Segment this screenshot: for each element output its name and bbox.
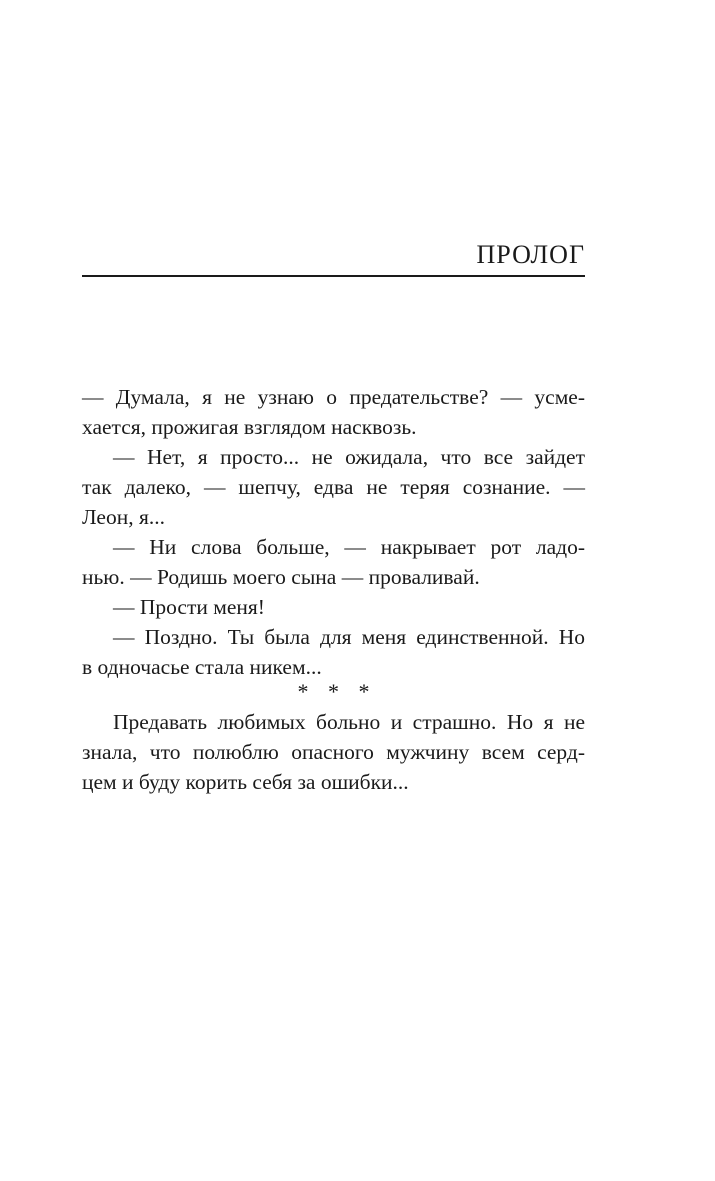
text-line: — Нет, я просто... не ожидала, что все зайдет [113,445,585,469]
text-line: так далеко, — шепчу, едва не теряя сознание. — [82,475,585,499]
chapter-title: ПРОЛОГ [476,240,585,269]
text-line: — Думала, я не узнаю о предательстве? — усме- [82,385,585,409]
text-line: хается, прожигая взглядом насквозь. [82,415,417,439]
text-line: нью. — Родишь моего сына — проваливай. [82,565,480,589]
chapter-title-rule [82,275,585,277]
text-line: знала, что полюблю опасного мужчину всем серд- [82,740,585,764]
closing-paragraph [82,707,585,797]
text-line: в одночасье стала никем... [82,655,322,679]
section-separator: * * * [297,679,370,704]
text-line: Предавать любимых больно и страшно. Но я не [113,710,585,734]
prologue-dialogue [82,382,585,682]
text-line: — Ни слова больше, — накрывает рот ладо- [113,535,585,559]
text-line: — Поздно. Ты была для меня единственной. Но [113,625,585,649]
text-line: — Прости меня! [113,595,265,619]
text-line: Леон, я... [82,505,165,529]
text-line: цем и буду корить себя за ошибки... [82,770,409,794]
